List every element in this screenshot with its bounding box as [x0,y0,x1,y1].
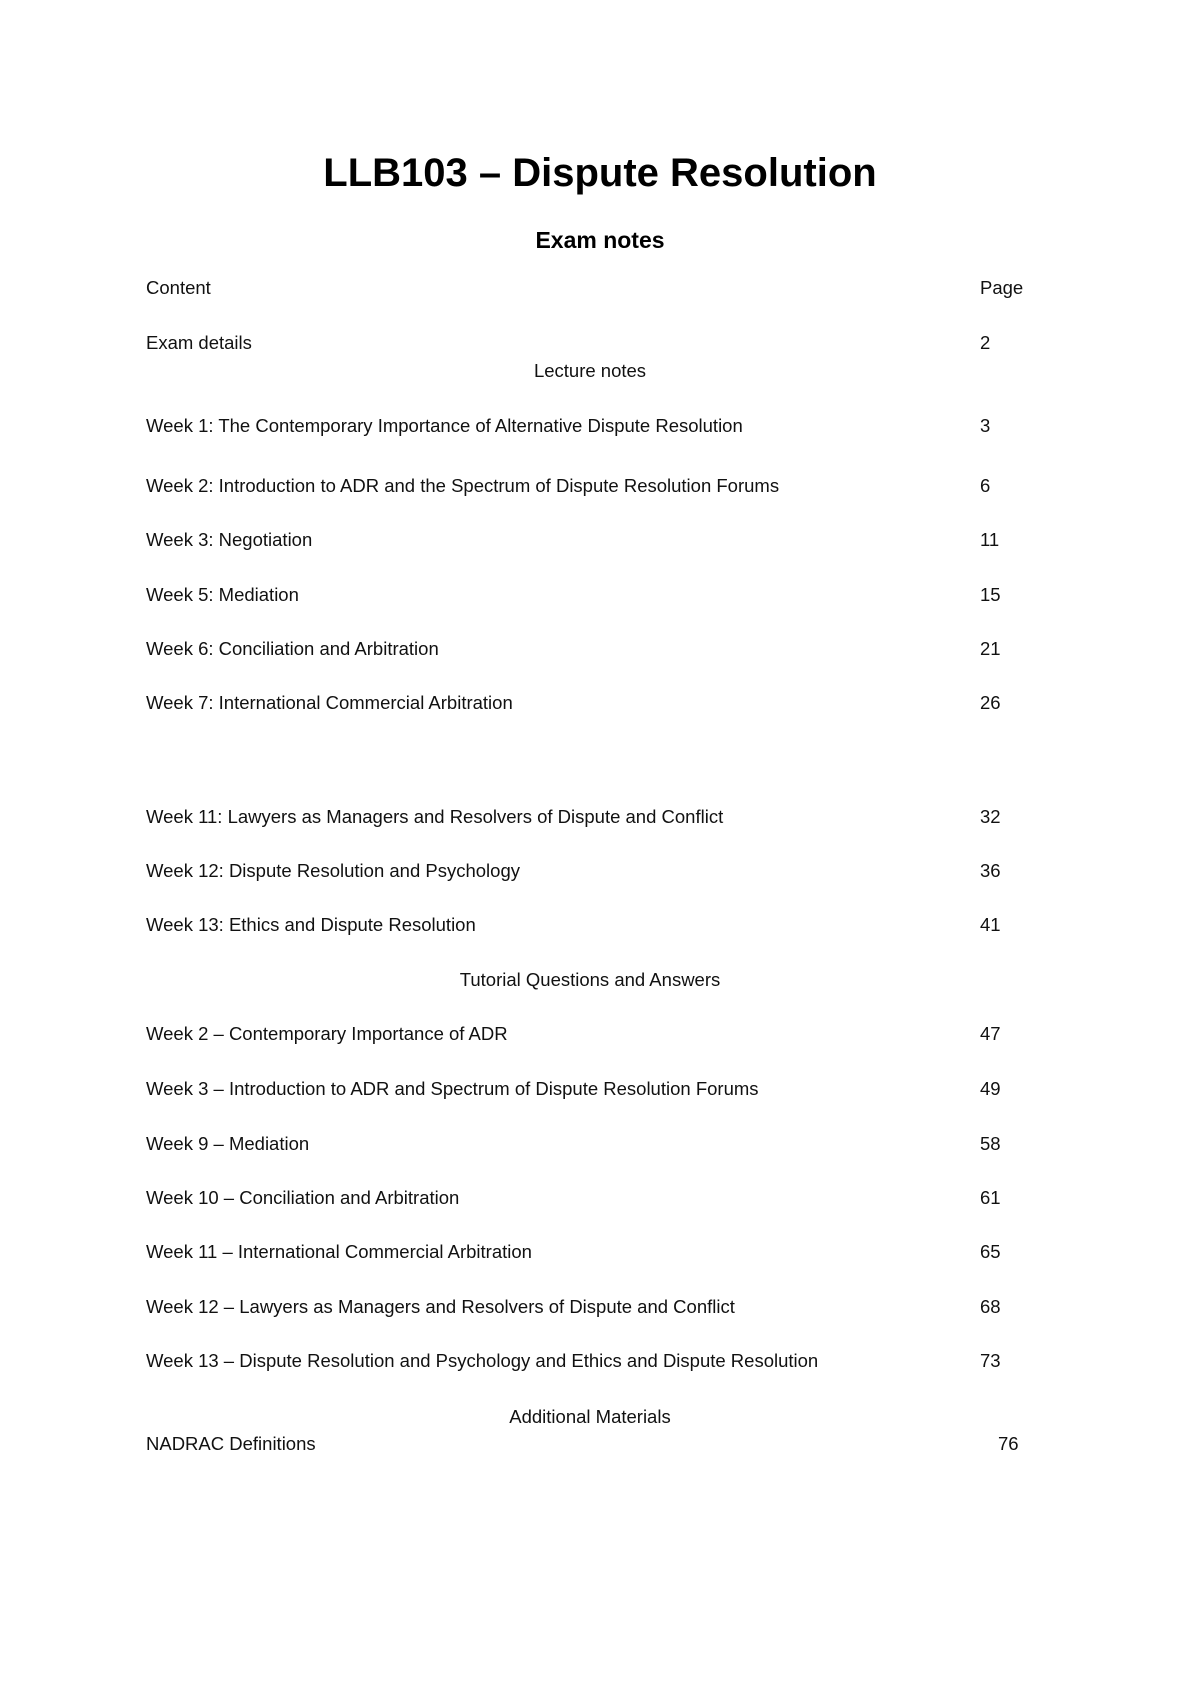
toc-entry-lecture [146,412,1026,440]
toc-entry-label: NADRAC Definitions [146,1433,316,1454]
toc-entry-page: 6 [980,475,991,496]
toc-entry-page: 61 [980,1187,1001,1208]
toc-entry-page: 76 [998,1433,1019,1454]
toc-header [146,274,1026,302]
toc-entry-lecture [146,911,1026,939]
toc-entry-label: Week 6: Conciliation and Arbitration [146,638,439,659]
toc-entry-page: 41 [980,914,1001,935]
toc-entry-page: 2 [980,332,991,353]
toc-entry-label: Week 1: The Contemporary Importance of Alternative Dispute Resolution [146,415,743,436]
toc-entry-tutorial [146,1075,1026,1103]
document-title: LLB103 – Dispute Resolution [323,151,877,195]
toc-entry-lecture [146,689,1026,717]
toc-entry-label: Week 2 – Contemporary Importance of ADR [146,1023,508,1044]
toc-entry-page: 36 [980,860,1001,881]
toc-entry-page: 73 [980,1350,1001,1371]
toc-entry-label: Week 12 – Lawyers as Managers and Resolvers of Dispute and Conflict [146,1296,735,1317]
toc-entry-tutorial [146,1020,1026,1048]
toc-entry-lecture [146,581,1026,609]
toc-entry-page: 15 [980,584,1001,605]
toc-entry-tutorial [146,1130,1026,1158]
page-column-header: Page [980,277,1024,298]
toc-entry-lecture [146,472,1026,500]
toc-entry-page: 47 [980,1023,1001,1044]
toc-entry-label: Week 9 – Mediation [146,1133,310,1154]
toc-entry-page: 58 [980,1133,1001,1154]
toc-entry-label: Week 11 – International Commercial Arbitration [146,1241,532,1262]
toc-entry-lecture [146,803,1026,831]
toc-entry-label: Week 10 – Conciliation and Arbitration [146,1187,460,1208]
section-heading-lecture-notes: Lecture notes [533,360,647,381]
toc-entry-label: Week 13 – Dispute Resolution and Psychology and Ethics and Dispute Resolution [146,1350,819,1371]
toc-entry-tutorial [146,1293,1026,1321]
document-subtitle: Exam notes [535,227,665,253]
toc-entry-tutorial [146,1184,1026,1212]
toc-entry-lecture [146,857,1026,885]
toc-entry-page: 21 [980,638,1001,659]
toc-entry-tutorial [146,1238,1026,1266]
toc-entry-label: Exam details [146,332,252,353]
toc-entry-label: Week 5: Mediation [146,584,299,605]
toc-entry-label: Week 2: Introduction to ADR and the Spectrum of Dispute Resolution Forums [146,475,780,496]
toc-entry-label: Week 13: Ethics and Dispute Resolution [146,914,476,935]
toc-entry-page: 49 [980,1078,1001,1099]
toc-entry-page: 3 [980,415,991,436]
toc-entry-page: 26 [980,692,1001,713]
toc-entry-lecture [146,526,1026,554]
toc-entry-page: 65 [980,1241,1001,1262]
toc-entry-label: Week 7: International Commercial Arbitration [146,692,513,713]
toc-entry-label: Week 12: Dispute Resolution and Psychology [146,860,520,881]
toc-entry-label: Week 3: Negotiation [146,529,313,550]
toc-entry-page: 68 [980,1296,1001,1317]
toc-entry-exam-details [146,329,1026,357]
toc-entry-lecture [146,635,1026,663]
toc-entry-page: 32 [980,806,1001,827]
section-heading-tutorials: Tutorial Questions and Answers [459,969,721,990]
content-column-header: Content [146,277,211,298]
toc-entry-page: 11 [980,529,1000,550]
toc-entry-additional [146,1430,1026,1458]
toc-entry-label: Week 3 – Introduction to ADR and Spectrum of Dispute Resolution Forums [146,1078,759,1099]
toc-entry-tutorial [146,1347,1026,1375]
section-heading-additional: Additional Materials [509,1406,671,1427]
toc-entry-label: Week 11: Lawyers as Managers and Resolvers of Dispute and Conflict [146,806,724,827]
